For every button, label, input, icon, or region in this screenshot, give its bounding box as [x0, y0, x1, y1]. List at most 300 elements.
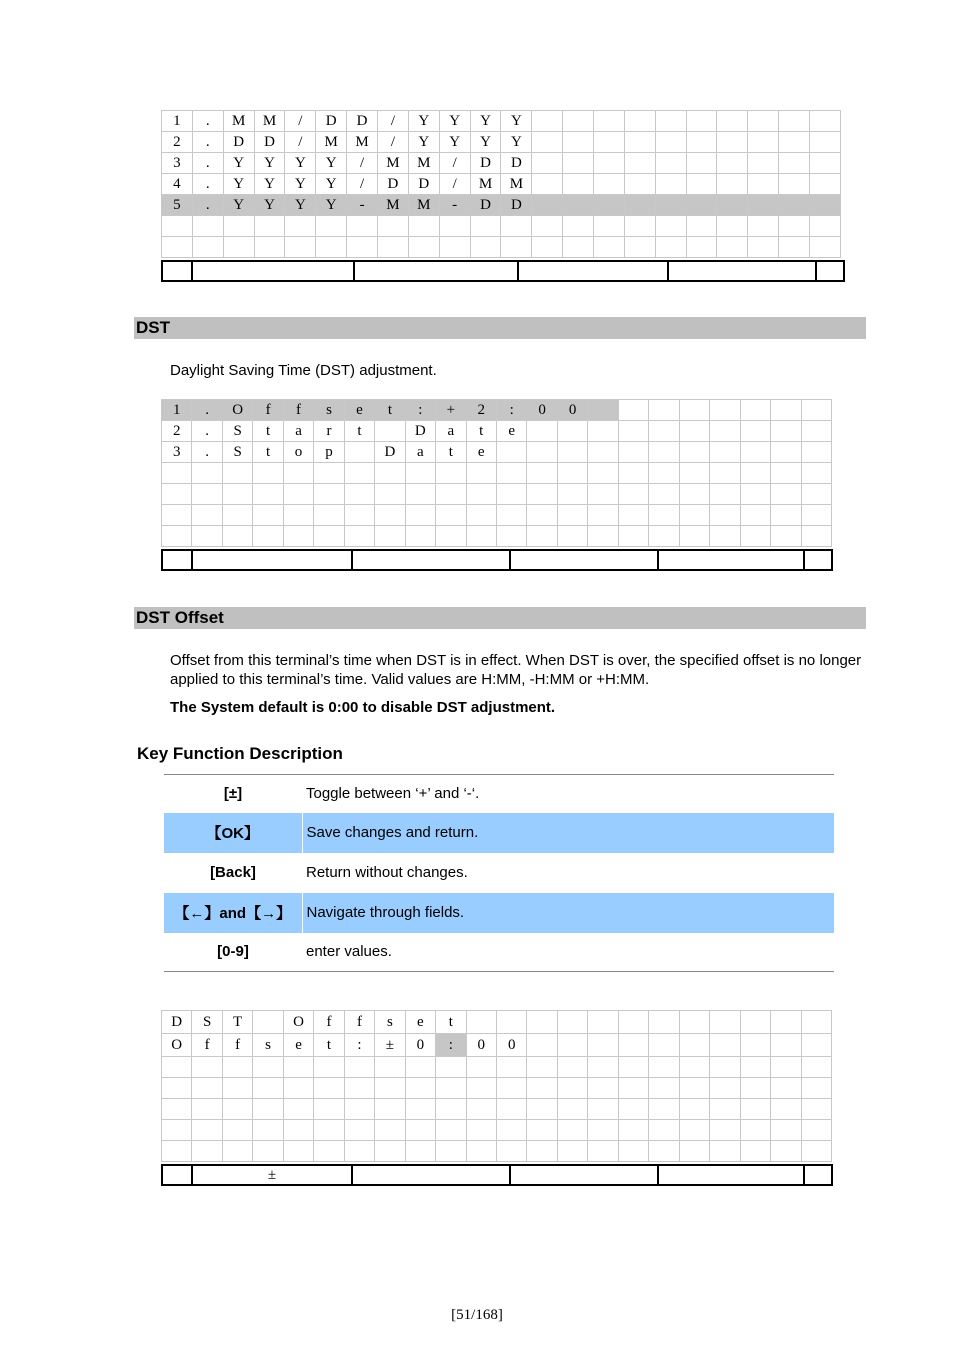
lcd-cell — [624, 132, 655, 153]
lcd-cell — [710, 1011, 740, 1034]
lcd-cell — [618, 1078, 648, 1099]
lcd-cell — [588, 526, 618, 547]
lcd-cell: a — [405, 442, 435, 463]
key-label: [0-9] — [217, 943, 249, 961]
lcd-cell — [771, 1099, 801, 1120]
lcd-cell: Y — [254, 195, 285, 216]
lcd-cell: f — [192, 1034, 222, 1057]
lcd-cell: M — [378, 195, 409, 216]
lcd-cell: e — [344, 400, 374, 421]
lcd-cell — [314, 526, 344, 547]
lcd-cell — [223, 237, 254, 258]
lcd-cell — [527, 1141, 557, 1162]
lcd-cell — [532, 174, 563, 195]
lcd-cell — [436, 1099, 466, 1120]
lcd-cell — [649, 442, 679, 463]
lcd-cell — [283, 526, 313, 547]
lcd-cell — [649, 463, 679, 484]
lcd-row — [162, 1120, 832, 1141]
key-description: Return without changes. — [306, 864, 468, 881]
lcd-cell — [375, 1120, 405, 1141]
lcd-cell: D — [375, 442, 405, 463]
lcd-cell: : — [436, 1034, 466, 1057]
lcd-cell — [527, 526, 557, 547]
lcd-cell — [710, 1078, 740, 1099]
lcd-cell — [283, 1120, 313, 1141]
lcd-cell — [649, 421, 679, 442]
lcd-cell — [779, 153, 810, 174]
lcd-cell — [771, 463, 801, 484]
lcd-cell — [162, 216, 193, 237]
lcd-cell: M — [378, 153, 409, 174]
lcd-cell — [618, 526, 648, 547]
lcd-cell: 1 — [162, 400, 192, 421]
lcd-cell: . — [192, 400, 222, 421]
lcd-cell — [470, 237, 501, 258]
lcd-cell — [496, 1057, 526, 1078]
lcd-cell: M — [470, 174, 501, 195]
lcd-cell — [192, 484, 222, 505]
lcd-cell — [810, 174, 841, 195]
lcd-cell — [253, 505, 283, 526]
lcd-cell — [801, 421, 831, 442]
lcd-cell — [717, 111, 748, 132]
lcd-cell: M — [347, 132, 378, 153]
softkey-3[interactable] — [352, 1165, 510, 1185]
lcd-cell: S — [222, 442, 252, 463]
lcd-cell — [496, 1141, 526, 1162]
lcd-cell: D — [470, 195, 501, 216]
lcd-cell — [162, 1057, 192, 1078]
lcd-cell — [618, 1141, 648, 1162]
lcd-cell: Y — [439, 111, 470, 132]
lcd-cell: Y — [501, 132, 532, 153]
lcd-cell: 1 — [162, 111, 193, 132]
lcd-cell — [771, 1057, 801, 1078]
softkey-3[interactable] — [352, 550, 510, 570]
lcd-cell — [466, 526, 496, 547]
lcd-cell — [563, 153, 594, 174]
lcd-cell — [375, 1078, 405, 1099]
lcd-cell — [314, 1120, 344, 1141]
lcd-cell — [344, 1120, 374, 1141]
lcd-cell: D — [316, 111, 347, 132]
lcd-cell: . — [192, 174, 223, 195]
lcd-cell: D — [254, 132, 285, 153]
lcd-row — [162, 526, 832, 547]
lcd-cell — [532, 132, 563, 153]
lcd-cell — [679, 1057, 709, 1078]
key-description: Navigate through fields. — [302, 893, 834, 933]
lcd-cell — [771, 505, 801, 526]
lcd-row — [162, 1057, 832, 1078]
lcd-cell: Y — [316, 153, 347, 174]
lcd-cell: 3 — [162, 442, 192, 463]
date-format-lcd-screen — [161, 110, 845, 282]
lcd-cell: 0 — [496, 1034, 526, 1057]
lcd-cell — [378, 216, 409, 237]
lcd-row — [162, 400, 832, 421]
softkey-5[interactable] — [658, 1165, 804, 1185]
lcd-cell — [527, 421, 557, 442]
lcd-cell — [344, 1099, 374, 1120]
lcd-cell — [771, 1120, 801, 1141]
lcd-cell — [557, 442, 587, 463]
lcd-cell — [740, 484, 770, 505]
lcd-cell — [771, 442, 801, 463]
lcd-cell: a — [436, 421, 466, 442]
lcd-cell — [222, 1057, 252, 1078]
softkey-5[interactable] — [658, 550, 804, 570]
lcd-cell — [624, 195, 655, 216]
lcd-cell — [253, 1099, 283, 1120]
lcd-cell — [686, 153, 717, 174]
softkey-2[interactable] — [192, 261, 354, 281]
lcd-cell — [222, 484, 252, 505]
lcd-cell — [710, 1034, 740, 1057]
lcd-cell — [222, 505, 252, 526]
lcd-cell — [192, 526, 222, 547]
lcd-cell — [532, 216, 563, 237]
lcd-cell: M — [501, 174, 532, 195]
lcd-cell — [344, 463, 374, 484]
lcd-cell — [748, 195, 779, 216]
lcd-row — [162, 421, 832, 442]
lcd-cell — [594, 132, 625, 153]
lcd-row — [162, 132, 841, 153]
lcd-cell: O — [222, 400, 252, 421]
lcd-cell — [192, 463, 222, 484]
key-function-row — [164, 775, 834, 813]
lcd-cell — [285, 237, 316, 258]
lcd-cell — [618, 1034, 648, 1057]
lcd-cell: Y — [470, 132, 501, 153]
lcd-cell: . — [192, 421, 222, 442]
lcd-cell — [375, 1141, 405, 1162]
lcd-cell: t — [375, 400, 405, 421]
softkey-2[interactable] — [192, 550, 352, 570]
lcd-cell: - — [439, 195, 470, 216]
lcd-cell: / — [347, 174, 378, 195]
lcd-cell — [283, 1057, 313, 1078]
lcd-cell — [347, 237, 378, 258]
lcd-cell: . — [192, 111, 223, 132]
lcd-cell — [649, 1057, 679, 1078]
lcd-cell — [496, 526, 526, 547]
lcd-cell: / — [439, 174, 470, 195]
lcd-cell: : — [344, 1034, 374, 1057]
lcd-cell — [686, 195, 717, 216]
lcd-cell — [405, 1078, 435, 1099]
lcd-cell — [686, 216, 717, 237]
lcd-cell: / — [378, 111, 409, 132]
lcd-cell — [466, 1099, 496, 1120]
softkey-6[interactable] — [804, 550, 832, 570]
lcd-cell — [285, 216, 316, 237]
lcd-cell — [740, 1078, 770, 1099]
lcd-cell: f — [222, 1034, 252, 1057]
lcd-cell — [588, 484, 618, 505]
lcd-cell — [192, 1120, 222, 1141]
lcd-cell — [222, 1120, 252, 1141]
lcd-cell: Y — [316, 195, 347, 216]
lcd-cell — [710, 1099, 740, 1120]
softkey-4[interactable] — [510, 550, 658, 570]
lcd-cell — [527, 1078, 557, 1099]
lcd-row — [162, 1099, 832, 1120]
lcd-cell: S — [192, 1011, 222, 1034]
lcd-cell: e — [405, 1011, 435, 1034]
lcd-cell — [527, 1034, 557, 1057]
lcd-cell — [466, 1078, 496, 1099]
lcd-cell — [162, 1141, 192, 1162]
lcd-cell: r — [314, 421, 344, 442]
lcd-cell — [740, 526, 770, 547]
lcd-cell — [801, 1034, 831, 1057]
lcd-cell — [563, 111, 594, 132]
lcd-cell — [801, 1141, 831, 1162]
key-description: enter values. — [306, 943, 392, 961]
lcd-cell: Y — [223, 195, 254, 216]
lcd-cell — [527, 1057, 557, 1078]
key-label: 【OK】 — [164, 813, 302, 853]
lcd-cell — [679, 1011, 709, 1034]
lcd-cell — [740, 505, 770, 526]
lcd-cell: D — [470, 153, 501, 174]
lcd-cell — [649, 1120, 679, 1141]
lcd-cell — [466, 1141, 496, 1162]
lcd-cell — [801, 484, 831, 505]
lcd-cell — [557, 1120, 587, 1141]
lcd-cell — [779, 132, 810, 153]
softkey-bar — [161, 260, 845, 282]
key-function-table — [164, 774, 834, 972]
lcd-cell — [594, 153, 625, 174]
lcd-cell: Y — [223, 153, 254, 174]
lcd-cell: O — [283, 1011, 313, 1034]
lcd-cell: . — [192, 195, 223, 216]
lcd-cell — [439, 237, 470, 258]
lcd-cell: : — [496, 400, 526, 421]
softkey-1[interactable] — [162, 1165, 192, 1185]
lcd-cell — [283, 484, 313, 505]
lcd-cell — [527, 1099, 557, 1120]
lcd-cell — [436, 1141, 466, 1162]
lcd-cell — [344, 1078, 374, 1099]
lcd-cell — [679, 1078, 709, 1099]
lcd-cell — [563, 132, 594, 153]
lcd-cell — [563, 195, 594, 216]
lcd-cell: 0 — [527, 400, 557, 421]
lcd-cell — [408, 237, 439, 258]
lcd-cell — [748, 237, 779, 258]
key-label: 【←】and【→】 — [164, 893, 302, 933]
lcd-cell — [436, 1078, 466, 1099]
lcd-cell — [496, 1011, 526, 1034]
softkey-1[interactable] — [162, 261, 192, 281]
lcd-cell — [655, 195, 686, 216]
lcd-cell: . — [192, 153, 223, 174]
lcd-cell: t — [344, 421, 374, 442]
lcd-row — [162, 237, 841, 258]
lcd-row — [162, 1141, 832, 1162]
lcd-cell — [801, 1078, 831, 1099]
lcd-cell — [588, 400, 618, 421]
lcd-cell: o — [283, 442, 313, 463]
lcd-row — [162, 1011, 832, 1034]
lcd-cell — [557, 1141, 587, 1162]
lcd-cell — [594, 174, 625, 195]
lcd-cell: t — [253, 442, 283, 463]
lcd-cell — [594, 216, 625, 237]
lcd-cell — [588, 463, 618, 484]
lcd-cell — [624, 237, 655, 258]
lcd-cell — [192, 237, 223, 258]
lcd-cell — [496, 1120, 526, 1141]
lcd-cell — [771, 1141, 801, 1162]
lcd-cell — [679, 1034, 709, 1057]
lcd-cell — [679, 1099, 709, 1120]
lcd-cell — [439, 216, 470, 237]
lcd-cell — [649, 1141, 679, 1162]
lcd-cell — [222, 1078, 252, 1099]
lcd-cell — [748, 216, 779, 237]
lcd-cell — [527, 484, 557, 505]
softkey-5[interactable] — [668, 261, 816, 281]
lcd-cell — [594, 195, 625, 216]
dst-description: Daylight Saving Time (DST) adjustment. — [170, 362, 437, 379]
lcd-cell: M — [316, 132, 347, 153]
key-description: Toggle between ‘+’ and ‘-‘. — [306, 785, 480, 803]
lcd-cell: s — [314, 400, 344, 421]
lcd-cell — [710, 400, 740, 421]
lcd-cell — [710, 1141, 740, 1162]
lcd-cell — [810, 132, 841, 153]
lcd-cell — [624, 174, 655, 195]
lcd-cell — [748, 174, 779, 195]
lcd-cell — [527, 505, 557, 526]
dst-menu-lcd-screen — [161, 399, 833, 571]
lcd-cell — [771, 1011, 801, 1034]
lcd-cell — [810, 153, 841, 174]
lcd-cell — [501, 237, 532, 258]
lcd-cell — [655, 153, 686, 174]
lcd-cell — [283, 505, 313, 526]
lcd-cell: / — [285, 132, 316, 153]
lcd-cell — [501, 216, 532, 237]
lcd-cell — [466, 463, 496, 484]
lcd-cell — [408, 216, 439, 237]
lcd-cell — [222, 1099, 252, 1120]
lcd-cell: 4 — [162, 174, 193, 195]
lcd-cell: . — [192, 442, 222, 463]
lcd-cell — [594, 111, 625, 132]
softkey-6[interactable] — [816, 261, 844, 281]
lcd-cell — [283, 463, 313, 484]
lcd-cell: f — [283, 400, 313, 421]
lcd-cell — [344, 505, 374, 526]
lcd-cell — [253, 1057, 283, 1078]
lcd-cell — [710, 505, 740, 526]
lcd-cell — [740, 1057, 770, 1078]
lcd-cell — [557, 463, 587, 484]
lcd-cell: e — [283, 1034, 313, 1057]
lcd-cell — [344, 1141, 374, 1162]
lcd-cell — [710, 484, 740, 505]
lcd-cell — [314, 463, 344, 484]
lcd-cell — [686, 237, 717, 258]
lcd-cell — [740, 442, 770, 463]
lcd-cell — [314, 1057, 344, 1078]
softkey-2[interactable]: ± — [192, 1165, 352, 1185]
lcd-cell — [344, 442, 374, 463]
lcd-cell — [375, 505, 405, 526]
lcd-cell: f — [253, 400, 283, 421]
lcd-cell — [771, 484, 801, 505]
lcd-cell — [588, 1099, 618, 1120]
lcd-cell: . — [192, 132, 223, 153]
lcd-cell — [557, 484, 587, 505]
lcd-cell — [679, 421, 709, 442]
lcd-cell — [162, 526, 192, 547]
lcd-cell — [618, 421, 648, 442]
softkey-1[interactable] — [162, 550, 192, 570]
lcd-cell: / — [285, 111, 316, 132]
lcd-cell: 2 — [466, 400, 496, 421]
lcd-cell: - — [347, 195, 378, 216]
lcd-cell: + — [436, 400, 466, 421]
lcd-cell — [563, 216, 594, 237]
softkey-4[interactable] — [510, 1165, 658, 1185]
lcd-cell: Y — [501, 111, 532, 132]
lcd-cell — [253, 1078, 283, 1099]
lcd-row — [162, 505, 832, 526]
lcd-cell — [347, 216, 378, 237]
page-number: [51/168] — [451, 1307, 503, 1323]
lcd-cell — [649, 484, 679, 505]
lcd-cell: O — [162, 1034, 192, 1057]
lcd-cell — [162, 1078, 192, 1099]
lcd-cell: 2 — [162, 132, 193, 153]
lcd-cell: 0 — [466, 1034, 496, 1057]
lcd-cell — [588, 421, 618, 442]
lcd-cell: : — [405, 400, 435, 421]
lcd-cell — [162, 237, 193, 258]
lcd-cell — [222, 463, 252, 484]
lcd-cell — [649, 526, 679, 547]
lcd-cell — [466, 1011, 496, 1034]
lcd-cell — [748, 132, 779, 153]
key-function-heading: Key Function Description — [137, 744, 343, 763]
lcd-cell: T — [222, 1011, 252, 1034]
lcd-cell — [496, 1099, 526, 1120]
softkey-3[interactable] — [354, 261, 518, 281]
lcd-cell — [679, 1141, 709, 1162]
lcd-cell — [710, 463, 740, 484]
lcd-cell: D — [347, 111, 378, 132]
lcd-row — [162, 484, 832, 505]
lcd-cell — [624, 153, 655, 174]
lcd-cell — [748, 111, 779, 132]
softkey-6[interactable] — [804, 1165, 832, 1185]
lcd-cell — [375, 526, 405, 547]
lcd-cell — [344, 526, 374, 547]
lcd-cell — [192, 1099, 222, 1120]
softkey-4[interactable] — [518, 261, 668, 281]
lcd-cell: f — [344, 1011, 374, 1034]
lcd-cell — [532, 237, 563, 258]
lcd-cell — [686, 132, 717, 153]
